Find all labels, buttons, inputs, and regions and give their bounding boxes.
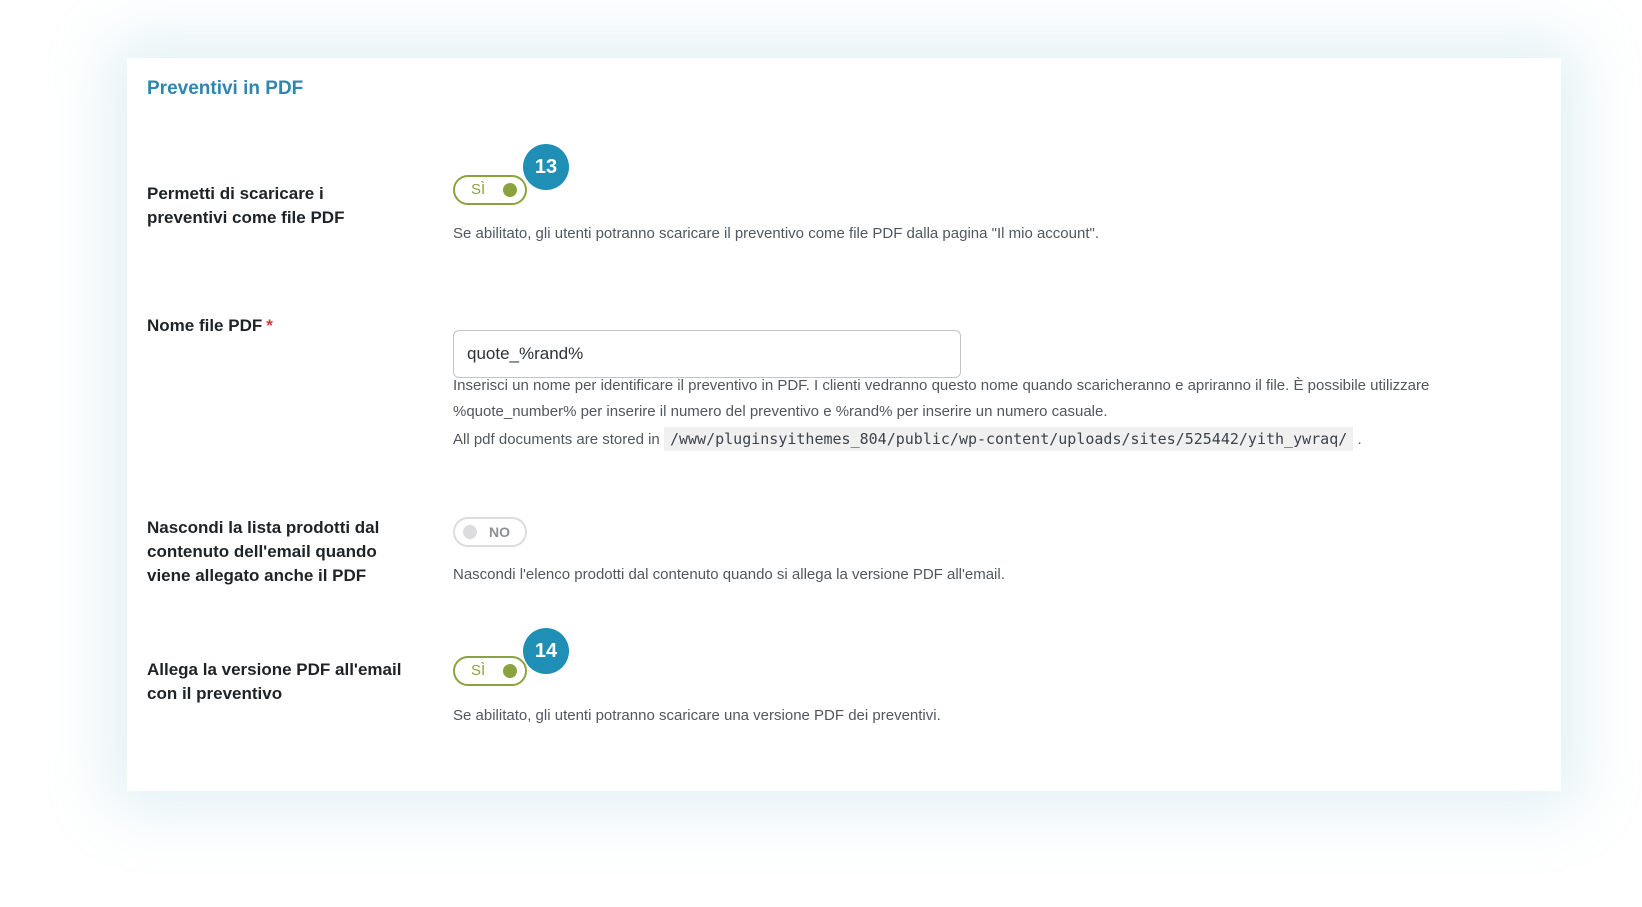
storage-path-code: /www/pluginsyithemes_804/public/wp-content/uploads/sites/525442/yith_ywraq/ (664, 427, 1353, 451)
settings-panel (127, 58, 1561, 791)
allow-pdf-download-toggle[interactable] (453, 175, 527, 205)
attach-pdf-toggle[interactable] (453, 656, 527, 686)
pdf-filename-help-text: Inserisci un nome per identificare il preventivo in PDF. I clienti vedranno questo nome quando scaricheranno e apriranno il file. È possibile utilizzare %quote_number% per inserire il numero del preventivo e %rand% per inserire un numero casuale. (453, 377, 1430, 420)
hide-product-list-description: Nascondi l'elenco prodotti dal contenuto quando si allega la versione PDF all'email. (453, 566, 1005, 583)
allow-pdf-download-label: Permetti di scaricare i preventivi come file PDF (147, 184, 345, 227)
storage-path-prefix: All pdf documents are stored in (453, 431, 660, 448)
toggle-knob (463, 525, 477, 539)
pdf-storage-path-line (453, 427, 1533, 453)
toggle-state-label: NO (489, 524, 510, 540)
attach-pdf-description: Se abilitato, gli utenti potranno scaricare una versione PDF dei preventivi. (453, 707, 941, 724)
allow-pdf-download-description: Se abilitato, gli utenti potranno scaricare il preventivo come file PDF dalla pagina "Il mio account". (453, 225, 1099, 242)
pdf-filename-label (147, 314, 407, 338)
toggle-state-label: SÌ (471, 662, 486, 679)
hide-product-list-toggle[interactable] (453, 517, 527, 547)
pdf-filename-description (453, 373, 1533, 453)
toggle-knob (503, 664, 517, 678)
hide-product-list-label: Nascondi la lista prodotti dal contenuto dell'email quando viene allegato anche il PDF (147, 518, 380, 585)
pdf-filename-input[interactable] (453, 330, 961, 378)
section-title: Preventivi in PDF (147, 78, 304, 99)
attach-pdf-label: Allega la versione PDF all'email con il preventivo (147, 660, 402, 703)
required-asterisk: * (266, 316, 273, 335)
toggle-knob (503, 183, 517, 197)
storage-path-suffix: . (1357, 431, 1362, 448)
step-badge-13: 13 (523, 144, 569, 190)
pdf-filename-label-text: Nome file PDF (147, 316, 263, 335)
step-badge-14: 14 (523, 628, 569, 674)
toggle-state-label: SÌ (471, 181, 486, 198)
